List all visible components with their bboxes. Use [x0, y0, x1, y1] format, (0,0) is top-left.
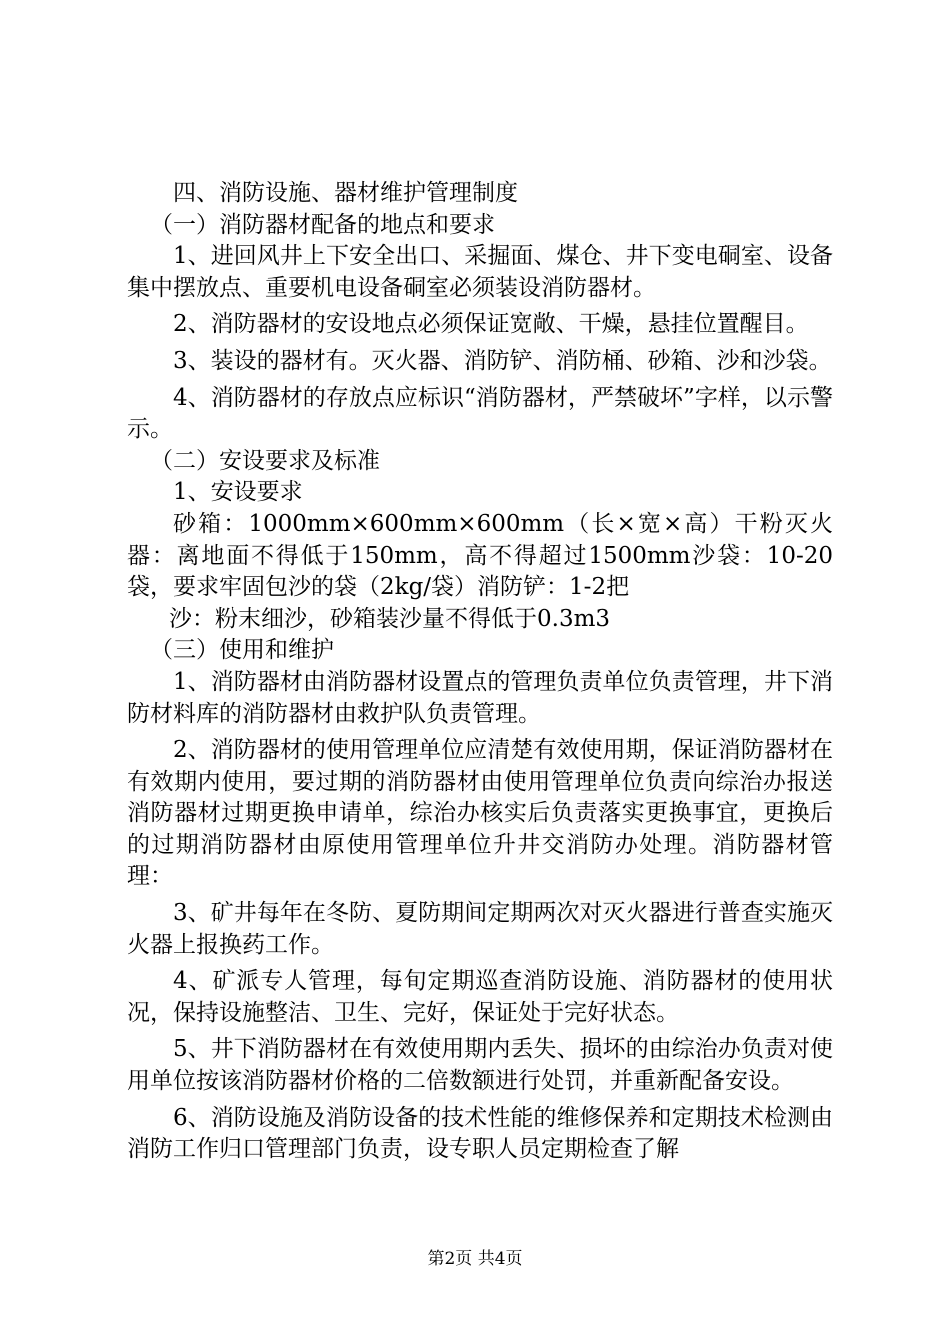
subsection-title-1: （一）消防器材配备的地点和要求: [150, 211, 495, 238]
paragraph: 5、井下消防器材在有效使用期内丢失、损坏的由综治办负责对使用单位按该消防器材价格的二倍数额进行处罚，并重新配备安设。: [127, 1036, 833, 1095]
paragraph: 4、消防器材的存放点应标识“消防器材，严禁破坏”字样，以示警示。: [127, 384, 833, 443]
paragraph: 1、安设要求: [173, 479, 303, 506]
paragraph: 6、消防设施及消防设备的技术性能的维修保养和定期技术检测由消防工作归口管理部门负责，设专职人员定期检查了解: [127, 1104, 833, 1163]
subsection-title-2: （二）安设要求及标准: [150, 447, 380, 474]
paragraph: 沙：粉末细沙，砂箱装沙量不得低于0.3m3: [169, 605, 611, 632]
paragraph: 1、进回风井上下安全出口、采掘面、煤仓、井下变电硐室、设备集中摆放点、重要机电设备硐室必须装设消防器材。: [127, 243, 833, 301]
page-number: 第2页 共4页: [427, 1249, 523, 1269]
paragraph: 2、消防器材的使用管理单位应清楚有效使用期，保证消防器材在有效期内使用，要过期的消防器材由使用管理单位负责向综治办报送消防器材过期更换申请单，综治办核实后负责落实更换事宜，更换后的过期消防器材由原使用管理单位升井交消防办处理。消防器材管理：: [127, 737, 833, 890]
subsection-title-3: （三）使用和维护: [150, 637, 334, 664]
paragraph: 3、矿井每年在冬防、夏防期间定期两次对灭火器进行普查实施灭火器上报换药工作。: [127, 900, 833, 958]
paragraph: 1、消防器材由消防器材设置点的管理负责单位负责管理，井下消防材料库的消防器材由救护队负责管理。: [127, 668, 833, 727]
paragraph: 3、装设的器材有。灭火器、消防铲、消防桶、砂箱、沙和沙袋。: [173, 347, 832, 374]
section-heading: 四、消防设施、器材维护管理制度: [173, 180, 518, 206]
document-body: [127, 178, 833, 1166]
paragraph: 4、矿派专人管理，每旬定期巡查消防设施、消防器材的使用状况，保持设施整洁、卫生、完好，保证处于完好状态。: [127, 968, 833, 1026]
spec-paragraph: 砂箱：1000mm×600mm×600mm（长×宽×高）干粉灭火器：离地面不得低于150mm，高不得超过1500mm沙袋：10-20袋，要求牢固包沙的袋（2kg/袋）消防铲：1-2把: [127, 510, 833, 601]
paragraph: 2、消防器材的安设地点必须保证宽敞、干燥，悬挂位置醒目。: [173, 311, 809, 338]
